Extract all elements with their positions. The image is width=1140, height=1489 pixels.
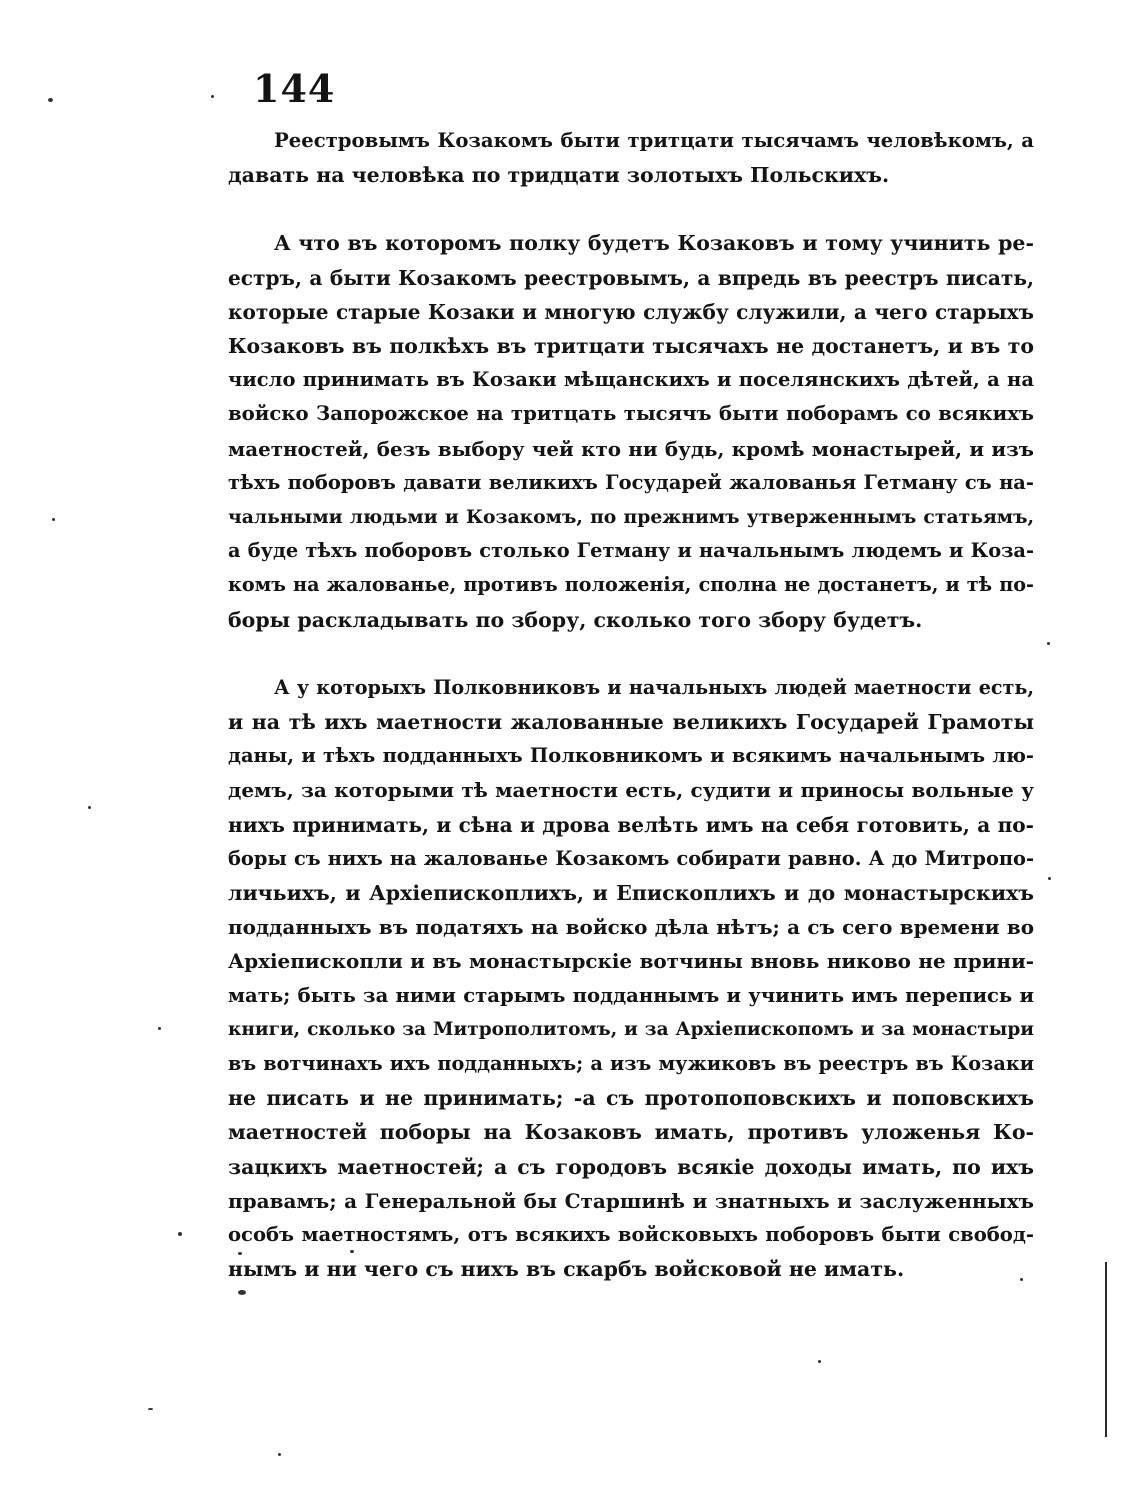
text-line: маетностей, безъ выбору чей кто ни будь, кромѣ монастырей, и изъ: [228, 436, 1034, 461]
text-line: Козаковъ въ полкѣхъ въ тритцати тысячахъ не достанетъ, и въ то: [228, 334, 1034, 359]
text-line: которые старые Козаки и многую службу служили, а чего старыхъ: [228, 299, 1034, 324]
scan-speck: [350, 1250, 354, 1253]
text-line: личьихъ, и Архіепископлихъ, и Епископлихъ и до монастырскихъ: [228, 881, 1034, 906]
paragraph-2: [228, 226, 1034, 636]
text-line: книги, сколько за Митрополитомъ, и за Архіепископомъ и за монастыри: [228, 1018, 1034, 1040]
text-line: боры раскладывать по збору, сколько того збору будетъ.: [228, 607, 923, 632]
text-line: маетностей поборы на Козаковъ имать, противъ уложенья Ко-: [228, 1120, 1034, 1145]
text-line: не писать и не принимать; -а съ протопоповскихъ и поповскихъ: [228, 1086, 1034, 1111]
text-line: мать; быть за ними старымъ подданнымъ и учинить имъ перепись и: [228, 983, 1034, 1007]
text-line: тѣхъ поборовъ давати великихъ Государей жалованья Гетману съ на-: [228, 470, 1034, 494]
text-line: Архіепископли и въ монастырскіе вотчины вновь никово не прини-: [228, 949, 1034, 974]
text-line: естръ, а быти Козакомъ реестровымъ, а впредь въ реестръ писать,: [228, 265, 1034, 290]
text-line: боры съ нихъ на жалованье Козакомъ собирати равно. А до Митропо-: [228, 846, 1034, 870]
text-line: демъ, за которыми тѣ маетности есть, судити и приносы вольные у: [228, 778, 1034, 803]
text-line: даны, и тѣхъ подданныхъ Полковникомъ и всякимъ начальнымъ лю-: [228, 744, 1034, 768]
text-line: нымъ и ни чего съ нихъ въ скарбъ войсковой не имать.: [228, 1257, 905, 1282]
scan-speck: [48, 98, 53, 102]
scan-speck: [211, 95, 214, 98]
text-line: а буде тѣхъ поборовъ столько Гетману и начальнымъ людемъ и Коза-: [228, 539, 1034, 563]
text-line: и на тѣ ихъ маетности жалованные великихъ Государей Грамоты: [228, 710, 1034, 735]
scan-speck: [52, 518, 55, 521]
text-line: чальными людьми и Козакомъ, по прежнимъ утверженнымъ статьямъ,: [228, 506, 1034, 529]
scan-speck: [148, 1408, 153, 1410]
scan-speck: [1048, 877, 1051, 880]
text-body: [228, 124, 1034, 1287]
scan-speck: [88, 806, 91, 809]
text-line: давать на человѣка по тридцати золотыхъ Польскихъ.: [228, 163, 890, 188]
text-line: Реестровымъ Козакомъ быти тритцати тысячамъ человѣкомъ, а: [274, 129, 1034, 152]
page-number: 144: [253, 66, 336, 111]
text-line: подданныхъ въ податяхъ на войско дѣла нѣтъ; а съ сего времени во: [228, 915, 1034, 940]
text-line: А у которыхъ Полковниковъ и начальныхъ людей маетности есть,: [274, 675, 1034, 699]
scan-speck: [278, 1453, 281, 1456]
scan-speck: [1047, 642, 1050, 645]
scan-speck: [238, 1290, 246, 1295]
scan-speck: [818, 1360, 821, 1363]
text-line: А что въ которомъ полку будетъ Козаковъ и тому учинить ре-: [274, 231, 1034, 256]
paragraph-1: [228, 124, 1034, 192]
scan-speck: [1020, 1278, 1023, 1281]
text-line: нихъ принимать, и сѣна и дрова велѣть имъ на себя готовить, а по-: [228, 812, 1034, 837]
text-line: зацкихъ маетностей; а съ городовъ всякіе доходы имать, по ихъ: [228, 1154, 1034, 1179]
text-line: комъ на жалованье, противъ положенія, сполна не достанетъ, и тѣ по-: [228, 573, 1034, 597]
text-line: число принимать въ Козаки мѣщанскихъ и поселянскихъ дѣтей, а на: [228, 368, 1034, 392]
text-line: правамъ; а Генеральной бы Старшинѣ и знатныхъ и заслуженныхъ: [228, 1188, 1034, 1213]
text-line: особъ маетностямъ, отъ всякихъ войсковыхъ поборовъ быти свобод-: [228, 1223, 1034, 1247]
scan-edge-line: [1105, 1262, 1107, 1437]
paragraph-3: [228, 671, 1034, 1287]
scan-speck: [238, 1252, 242, 1255]
text-line: въ вотчинахъ ихъ подданныхъ; а изъ мужиковъ въ реестръ въ Козаки: [228, 1052, 1034, 1076]
text-line: войско Запорожское на тритцать тысячъ быти поборамъ со всякихъ: [228, 402, 1034, 426]
scan-speck: [178, 1232, 182, 1236]
scan-speck: [158, 1027, 161, 1030]
